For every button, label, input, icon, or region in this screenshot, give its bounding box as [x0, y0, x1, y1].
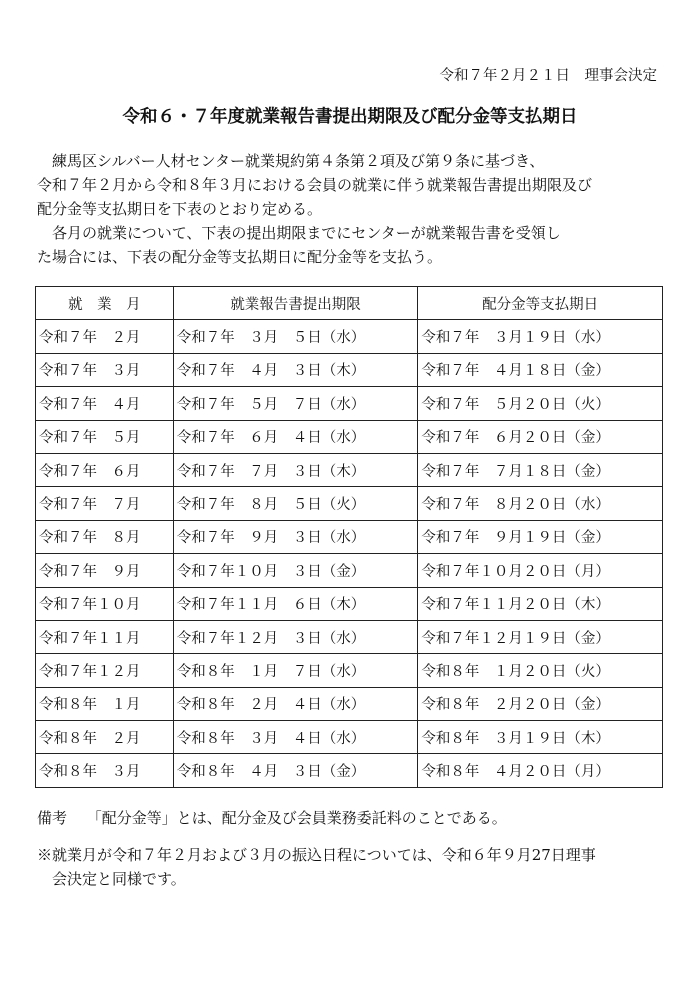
cell-payment-date: 令和８年 ４月２０日（月）	[418, 754, 663, 787]
cell-report-deadline: 令和７年１２月 ３日（水）	[173, 620, 418, 653]
cell-report-deadline: 令和７年１０月 ３日（金）	[173, 554, 418, 587]
table-row	[36, 453, 663, 486]
cell-report-deadline: 令和８年 ２月 ４日（水）	[173, 687, 418, 720]
cell-report-deadline: 令和７年 ９月 ３日（水）	[173, 520, 418, 553]
table-row	[36, 387, 663, 420]
cell-payment-date: 令和８年 ２月２０日（金）	[418, 687, 663, 720]
cell-payment-date: 令和７年１０月２０日（月）	[418, 554, 663, 587]
cell-work-month: 令和７年 ５月	[36, 420, 174, 453]
body-text	[37, 149, 667, 269]
column-header-payment-date: 配分金等支払期日	[418, 287, 663, 320]
cell-payment-date: 令和７年 ４月１８日（金）	[418, 353, 663, 386]
cell-work-month: 令和８年 ２月	[36, 721, 174, 754]
table-row	[36, 520, 663, 553]
cell-payment-date: 令和７年 ８月２０日（水）	[418, 487, 663, 520]
cell-report-deadline: 令和７年 ４月 ３日（木）	[173, 353, 418, 386]
cell-work-month: 令和７年 ４月	[36, 387, 174, 420]
cell-payment-date: 令和７年 ６月２０日（金）	[418, 420, 663, 453]
cell-payment-date: 令和７年 ９月１９日（金）	[418, 520, 663, 553]
cell-work-month: 令和７年 ８月	[36, 520, 174, 553]
cell-report-deadline: 令和８年 ４月 ３日（金）	[173, 754, 418, 787]
notes	[37, 806, 667, 891]
cell-payment-date: 令和７年１１月２０日（木）	[418, 587, 663, 620]
table-header-row	[36, 287, 663, 320]
cell-work-month: 令和７年１２月	[36, 654, 174, 687]
table-row	[36, 721, 663, 754]
cell-payment-date: 令和７年 ３月１９日（水）	[418, 320, 663, 353]
asterisk-note-line: 会決定と同様です。	[37, 870, 186, 888]
table-row	[36, 587, 663, 620]
cell-report-deadline: 令和７年 ６月 ４日（水）	[173, 420, 418, 453]
cell-payment-date: 令和７年 ５月２０日（火）	[418, 387, 663, 420]
cell-work-month: 令和７年１１月	[36, 620, 174, 653]
cell-work-month: 令和８年 １月	[36, 687, 174, 720]
table-row	[36, 353, 663, 386]
asterisk-note-line: ※就業月が令和７年２月および３月の振込日程については、令和６年９月27日理事	[37, 846, 596, 864]
column-header-report-deadline: 就業報告書提出期限	[173, 287, 418, 320]
body-line: た場合には、下表の配分金等支払期日に配分金等を支払う。	[37, 248, 443, 266]
table-row	[36, 320, 663, 353]
table-row	[36, 687, 663, 720]
table-row	[36, 487, 663, 520]
cell-payment-date: 令和７年１２月１９日（金）	[418, 620, 663, 653]
cell-work-month: 令和７年 ３月	[36, 353, 174, 386]
cell-work-month: 令和７年１０月	[36, 587, 174, 620]
table-row	[36, 654, 663, 687]
cell-work-month: 令和８年 ３月	[36, 754, 174, 787]
body-line: 練馬区シルバー人材センター就業規約第４条第２項及び第９条に基づき、	[37, 152, 545, 170]
cell-report-deadline: 令和７年 ５月 ７日（水）	[173, 387, 418, 420]
cell-report-deadline: 令和７年 ３月 ５日（水）	[173, 320, 418, 353]
table-row	[36, 754, 663, 787]
body-line: 令和７年２月から令和８年３月における会員の就業に伴う就業報告書提出期限及び	[37, 176, 593, 194]
cell-report-deadline: 令和８年 １月 ７日（水）	[173, 654, 418, 687]
cell-report-deadline: 令和７年１１月 ６日（木）	[173, 587, 418, 620]
body-line: 各月の就業について、下表の提出期限までにセンターが就業報告書を受領し	[37, 224, 561, 242]
cell-work-month: 令和７年 ９月	[36, 554, 174, 587]
cell-report-deadline: 令和８年 ３月 ４日（水）	[173, 721, 418, 754]
table-row	[36, 620, 663, 653]
body-line: 配分金等支払期日を下表のとおり定める。	[37, 200, 323, 218]
cell-report-deadline: 令和７年 ７月 ３日（木）	[173, 453, 418, 486]
table-row	[36, 420, 663, 453]
cell-work-month: 令和７年 ７月	[36, 487, 174, 520]
cell-report-deadline: 令和７年 ８月 ５日（火）	[173, 487, 418, 520]
decision-date: 令和７年２月２１日 理事会決定	[439, 68, 657, 84]
remark-note: 備考 「配分金等」とは、配分金及び会員業務委託料のことである。	[37, 809, 507, 827]
column-header-work-month: 就 業 月	[36, 287, 174, 320]
cell-work-month: 令和７年 ２月	[36, 320, 174, 353]
cell-payment-date: 令和７年 ７月１８日（金）	[418, 453, 663, 486]
cell-work-month: 令和７年 ６月	[36, 453, 174, 486]
schedule-table	[35, 286, 663, 788]
document-title: 令和６・７年度就業報告書提出期限及び配分金等支払期日	[122, 107, 578, 127]
cell-payment-date: 令和８年 １月２０日（火）	[418, 654, 663, 687]
cell-payment-date: 令和８年 ３月１９日（木）	[418, 721, 663, 754]
schedule-table-body	[36, 320, 663, 787]
table-row	[36, 554, 663, 587]
